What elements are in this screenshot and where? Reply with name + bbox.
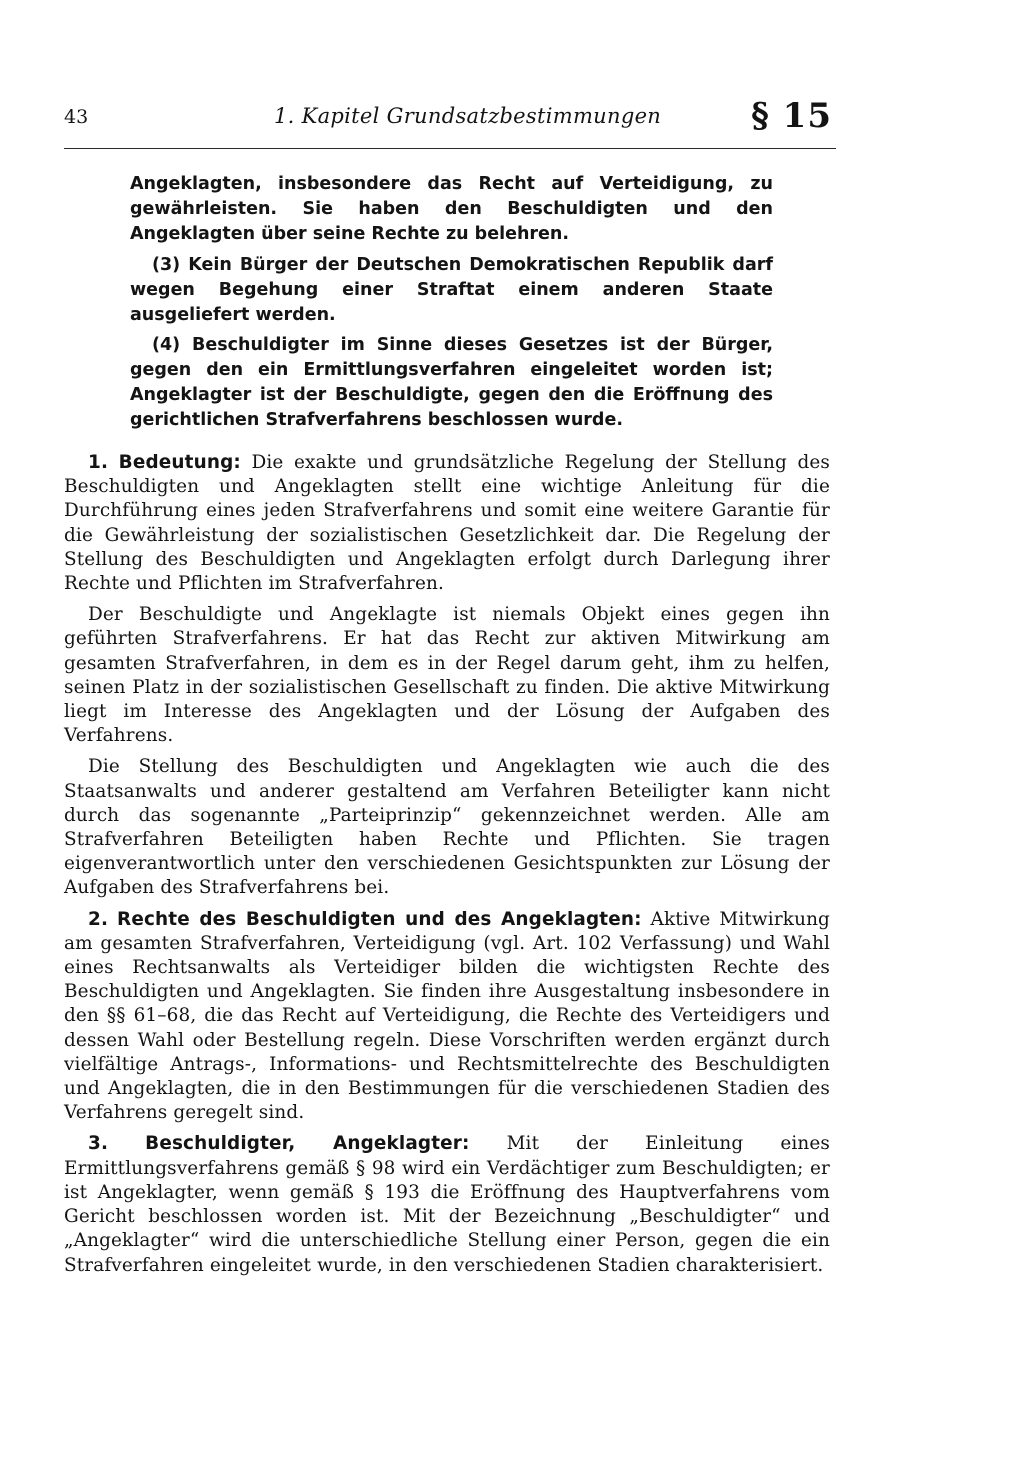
commentary-note-2 <box>64 908 830 1126</box>
statute-text <box>130 172 773 438</box>
note-number: 2. <box>88 908 109 930</box>
statute-paragraph-3: (3) Kein Bürger der Deutschen Demokratischen Republik darf wegen Begehung einer Straftat einem anderen Staate ausgeliefert werden. <box>130 255 773 325</box>
note-heading: Beschuldigter, Angeklagter: <box>145 1133 470 1155</box>
note-heading: Rechte des Beschuldigten und des Angeklagten: <box>117 908 642 930</box>
section-mark: § 15 <box>751 96 832 136</box>
note-text: Die exakte und grundsätzliche Regelung der Stellung des Beschuldigten und Angeklagten stellt eine wichtige Anleitung für die Durchführung eines jeden Strafverfahrens und somit eine weitere Garantie für die Gewährleistung der sozialistischen Gesetzlichkeit dar. Die Regelung der Stellung des Beschuldigten und Angeklagten erfolgt durch Darlegung ihrer Rechte und Pflichten im Strafverfahren. <box>64 452 830 595</box>
page-number: 43 <box>64 106 89 128</box>
commentary-note-1 <box>64 451 830 596</box>
note-number: 3. <box>88 1133 109 1155</box>
commentary-note-3 <box>64 1132 830 1277</box>
statute-continuation: Angeklagten, insbesondere das Recht auf Verteidigung, zu gewährleisten. Sie haben den Beschuldigten und den Angeklagten über seine Rechte zu belehren. <box>130 174 773 244</box>
page-header <box>64 98 836 148</box>
commentary-note-1-paragraph-3: Die Stellung des Beschuldigten und Angeklagten wie auch die des Staatsanwalts und anderer gestaltend am Verfahren Beteiligter kann nicht durch das sogenannte „Parteiprinzip“ gekennzeichnet werden. Alle am Strafverfahren Beteiligten haben Rechte und Pflichten. Sie tragen eigenverantwortlich unter den verschiedenen Gesichtspunkten zur Lösung der Aufgaben des Strafverfahrens bei. <box>64 756 830 899</box>
note-text: Aktive Mitwirkung am gesamten Strafverfahren, Verteidigung (vgl. Art. 102 Verfassung) und Wahl eines Rechtsanwalts als Verteidiger bilden die wichtigsten Rechte des Beschuldigten und Angeklagten. Sie finden ihre Ausgestaltung insbesondere in den §§ 61–68, die das Recht auf Verteidigung, die Rechte des Verteidigers und dessen Wahl oder Bestellung regeln. Diese Vorschriften werden ergänzt durch vielfältige Antrags-, Informations- und Rechtsmittelrechte des Beschuldigten und Angeklagten, die in den Bestimmungen für die verschiedenen Stadien des Verfahrens geregelt sind. <box>64 908 830 1124</box>
statute-paragraph-4: (4) Beschuldigter im Sinne dieses Gesetzes ist der Bürger, gegen den ein Ermittlungsverfahren eingeleitet worden ist; Angeklagter ist der Beschuldigte, gegen den die Eröffnung des gerichtlichen Strafverfahrens beschlossen wurde. <box>130 335 773 430</box>
note-number: 1. <box>88 452 109 473</box>
header-rule <box>64 148 836 149</box>
note-heading: Bedeutung: <box>118 452 241 473</box>
running-head: 1. Kapitel Grundsatzbestimmungen <box>274 104 662 128</box>
commentary-note-1-paragraph-2: Der Beschuldigte und Angeklagte ist niemals Objekt eines gegen ihn geführten Strafverfahrens. Er hat das Recht zur aktiven Mitwirkung am gesamten Strafverfahren, in dem es in der Regel darum geht, ihm zu helfen, seinen Platz in der sozialistischen Gesellschaft zu finden. Die aktive Mitwirkung liegt im Interesse des Angeklagten und der Lösung der Aufgaben des Verfahrens. <box>64 604 830 747</box>
commentary <box>64 451 830 1285</box>
note-text: Mit der Einleitung eines Ermittlungsverfahrens gemäß § 98 wird ein Verdächtiger zum Beschuldigten; er ist Angeklagter, wenn gemäß § 193 die Eröffnung des Hauptverfahrens vom Gericht beschlossen worden ist. Mit der Bezeichnung „Beschuldigter“ und „Angeklagter“ wird die unterschiedliche Stellung einer Person, gegen die ein Strafverfahren eingeleitet wurde, in den verschiedenen Stadien charakterisiert. <box>64 1133 831 1276</box>
